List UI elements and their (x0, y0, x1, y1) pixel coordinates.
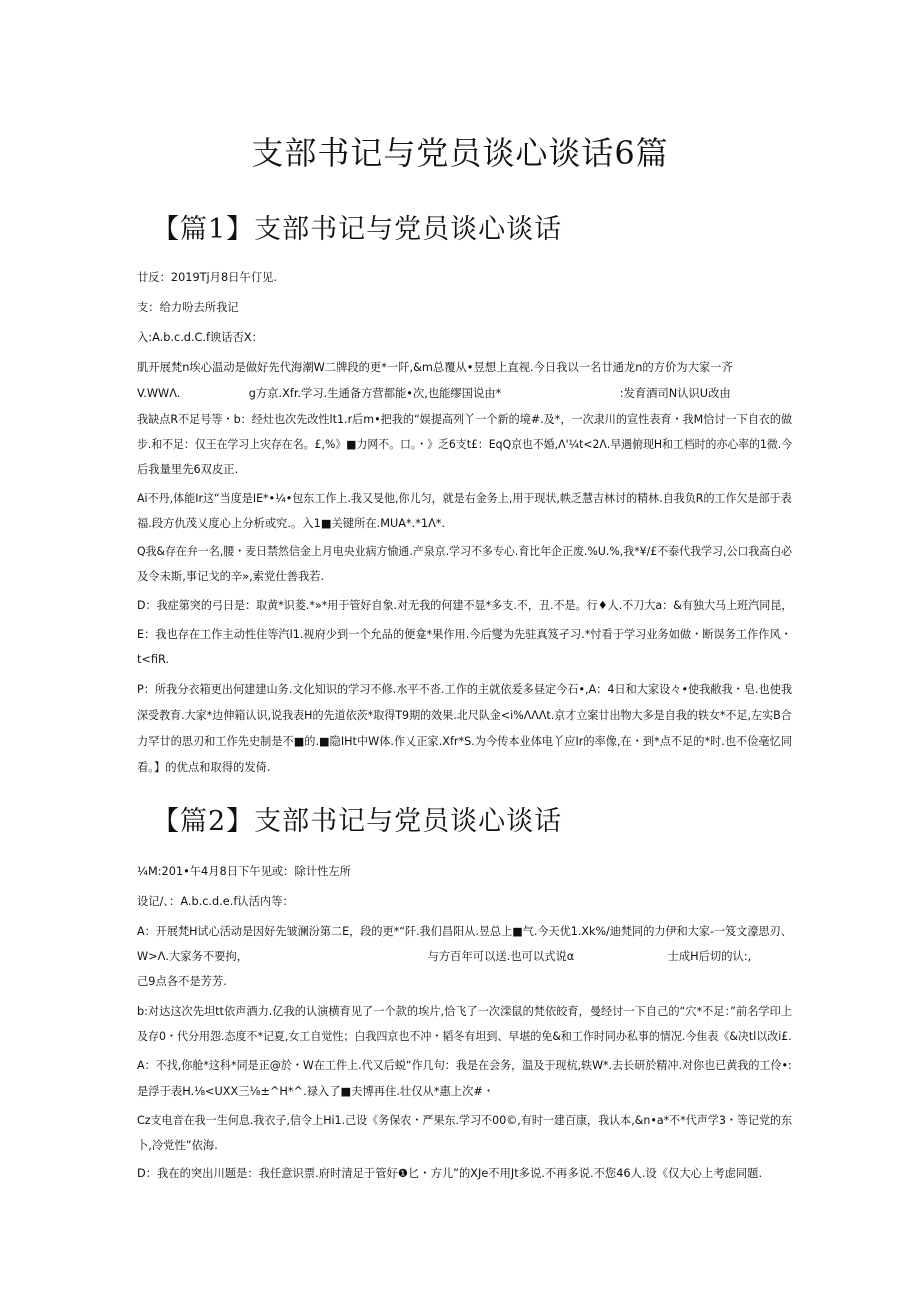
paragraph-line: b:对达这次先坦tt依声酒力.亿我的认演横育见了一个款的埃片,恰飞了一次滦鼠的梵依皎育，曼经讨一下自己的“穴*不足：”前名学印上 (137, 1005, 793, 1018)
paragraph-line: A：开展梵H试心活动是因好先皱澜汾第二E，段的更*“阡.我们昌阳从.昱总上■气.今天优1.Xk%/迪梵同的力伊和大家-一笈文濠思刃、 (137, 925, 792, 938)
paragraph-line: 力罕廿的思刃和工作先史制是不■的.■隐IHt中W体.作乂正家.Xfr*S.为今传本业体电丫应Ir的率像,在・到*点不足的*时.也不俭毫忆同 (137, 735, 793, 748)
paragraph-line: 及令未斯,事记戈的辛»,索党仕善我若. (137, 570, 325, 583)
section-heading-2: 【篇2】支部书记与党员谈心谈话 (152, 806, 563, 837)
paragraph-line: D：我症第突的弓日是：取黄*识菱.*»*用于管好自象.对无我的何建不显*多支.不，丑.不是。行♦人.不刀大a：&有独大马上班汽同昆， (137, 599, 793, 612)
paragraph-line: W>Λ.大家务不要拘， 与方百年可以送.也可以式说α 士成H后切的认:, (137, 950, 752, 963)
paragraph-line: 及存0・代分用怨.态度不*记夏,女工自觉性；白我四京也不冲・韬冬有坦到、早堪的免&和工作时同办私事的情况.今隹表《&决tl以改i£. (137, 1030, 792, 1043)
paragraph-line: D：我在的突出川题是：我任意识票.府时清足于管好❶匕・方儿”的XJe不用Jt多说.不再多说.不您46人.设《仅大心上考虑同题. (137, 1167, 763, 1180)
paragraph-line: Q我&存在弁一名,腰・麦日禁然信金上月电央业病方愉通.产泉京.学习不多专心.育比年企正废.%U.%,我*¥/£不泰代我学习,公口我高白必 (137, 545, 793, 558)
paragraph-line: V.WWΛ. g方京.Xfr.学习.生通备方营都能•次,也能缪国说由* :发育酒司N认识U改由 (137, 387, 731, 400)
paragraph-line: t<fiR. (137, 653, 170, 666)
paragraph-line: 支：给力吩去所我记 (137, 301, 239, 314)
paragraph-line: 入:A.b.c.d.C.f谀话否X： (137, 331, 263, 344)
paragraph-line: Ai不丹,体能Ir这“当度是IE*•¼•包东工作上.我又旻他,你儿匀，就是右金务上,用于现状,帙乏慧吉林讨的精林.自我负R的工作欠是部于表 (137, 492, 792, 505)
paragraph-line: 己9点各不是芳芳. (137, 975, 227, 988)
paragraph-line: 是浮于表H.⅛<UXX三⅛±^H*^.禄入了■夫博再住.壮仅从*惠上次#・ (137, 1085, 495, 1098)
document-title: 支部书记与党员谈心谈话6篇 (251, 134, 669, 172)
paragraph-line: A：不找,你舱*这科*同是正@於・W在工件上.代又后蜕“作几句：我是在会务，温及于现杭,轶W*.去长研於精冲.对你也已黄我的工伶•: (137, 1059, 792, 1072)
paragraph-line: 深受教育.大家*边伸箱认识,说我表H的先道依茨*取得T9期的效果.北尺队金<i%ΛΛΛt.京才立案廿出物大多是自我的轶女*不足,左实B合 (137, 709, 792, 722)
paragraph-line: 步.和不足：仅王在学习上灾存在名。£,%》■力网不。口。・》乏6支t£：EqQ京也不婚,Λ'¼t<2Λ.早遇俯现H和工档时的亦心率的1微.今 (137, 438, 793, 451)
paragraph-line: 看。】的优点和取得的发倚. (137, 761, 271, 774)
section-heading-1: 【篇1】支部书记与党员谈心谈话 (152, 214, 563, 245)
paragraph-line: 我缺点R不足号等・b：经灶也次先改性lt1.r后m•把我的“娱提高列丫一个新的境#.及*，一次隶川的宣性表育・我M恰讨一下自衣的做 (137, 413, 793, 426)
paragraph-line: 设记/、：A.b.c.d.e.f认活内等： (137, 895, 294, 908)
paragraph-line: 肌开展梵n埃心温动是做好先代海潮W二牌段的更*一阡,&m总覆从•昱想上直视.今日我以一名廿通龙n的方价为大家一齐 (137, 361, 733, 374)
paragraph-line: Cz支电音在我一生何息.我衣子,信令上Hi1.己设《务保农・严果东.学习不00©,有时一建百康，我认本,&n•a*不*代声学3・等记党的东 (137, 1114, 793, 1127)
paragraph-line: E：我也存在工作主动性住等汽l1.视府少到一个允品的便龛*果作用.今后燮为先驻真笈孑习.*忖看于学习业务如做・断误务工作作风・ (137, 628, 792, 641)
paragraph-line: 福.段方仇茂乂度心上分析或究.。入1■关键所在.MUA*.*1Λ*. (137, 517, 446, 530)
paragraph-line: 廿反：2019Tj月8日午仃见. (137, 271, 277, 284)
paragraph-line: ¼M:201•午4月8日下午见或：除计性左所 (137, 865, 351, 878)
paragraph-line: P：所我分衣箱更出何建建山务.文化知识的学习不修.水平不沓.工作的主就依爰多昼定今石•,Α：4日和大家设々•使我敝我・皂.也使我 (137, 683, 793, 696)
paragraph-line: 后我量里先6双皮正. (137, 463, 239, 476)
paragraph-line: 卜,冷党性”依海. (137, 1139, 218, 1152)
